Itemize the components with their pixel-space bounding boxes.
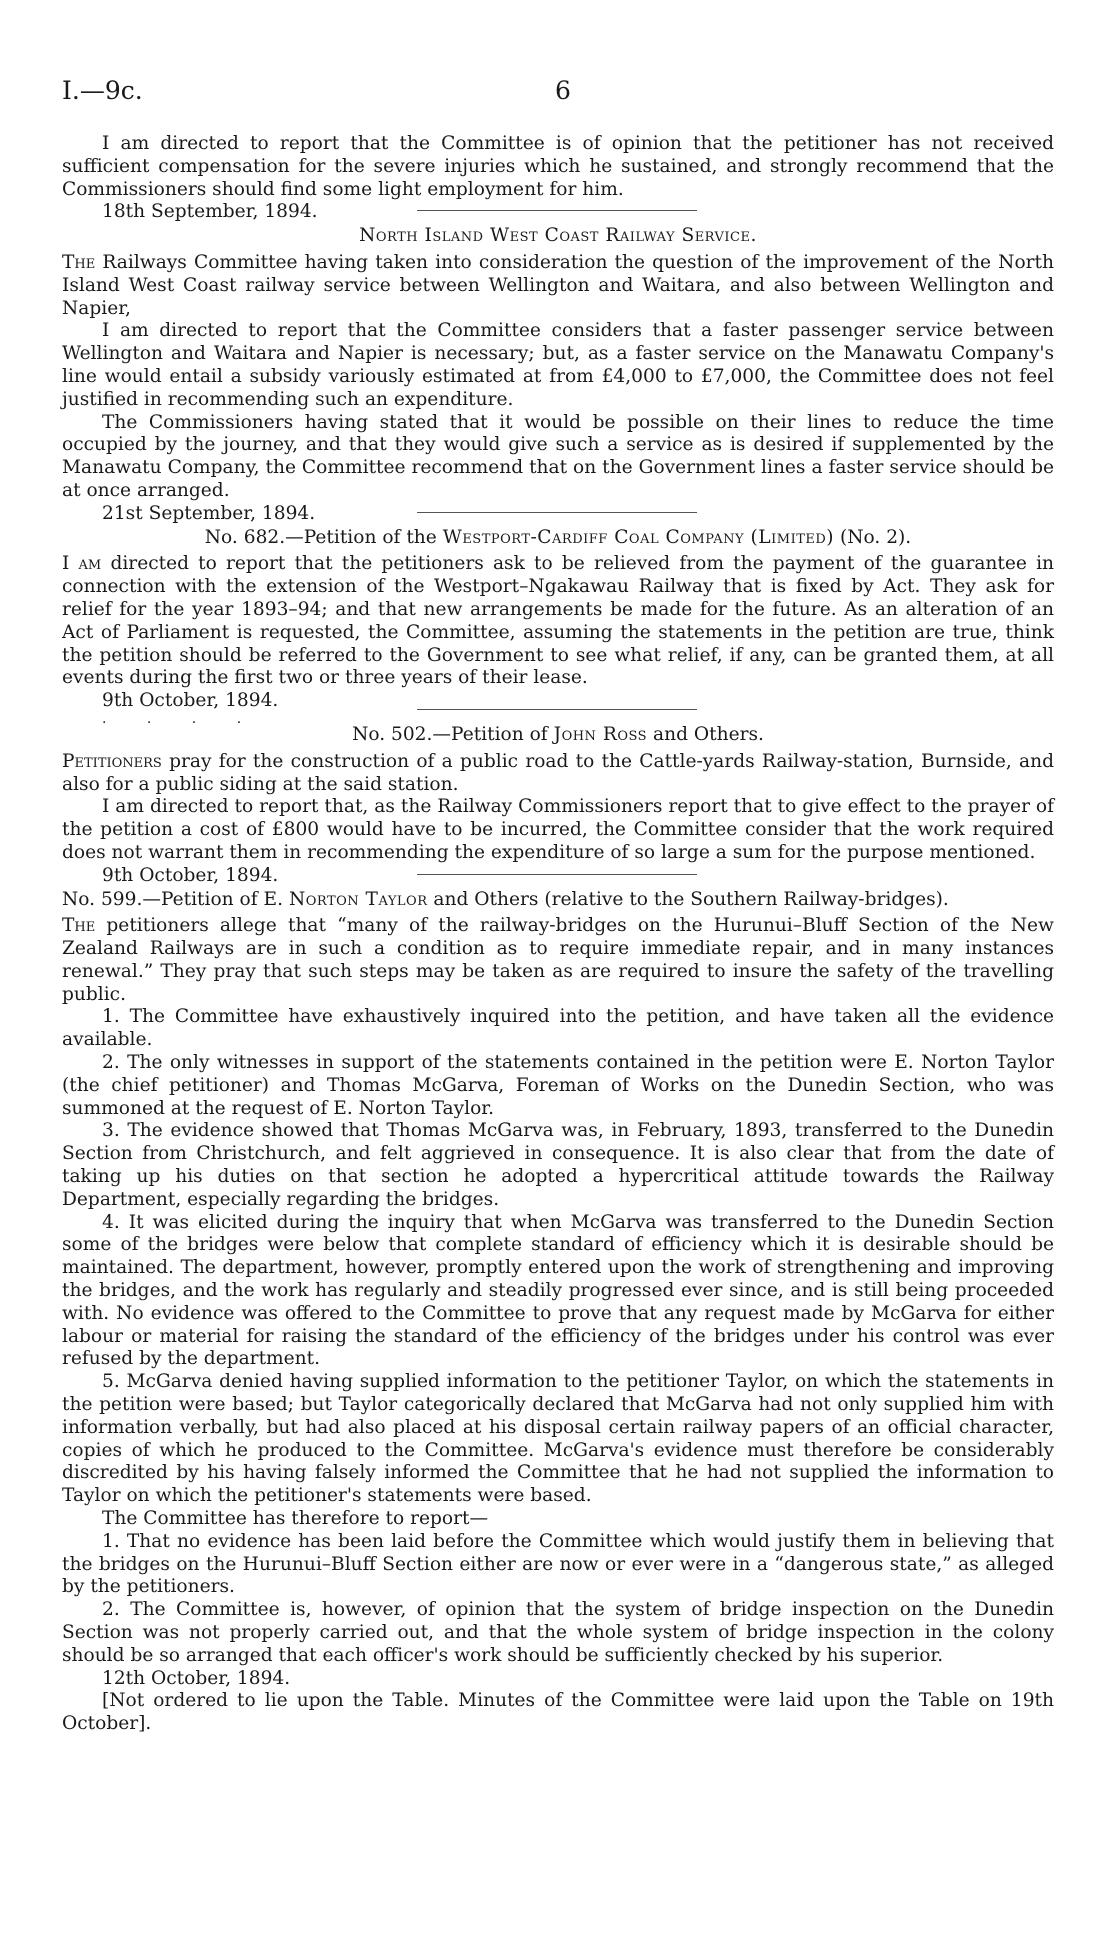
- section-divider: [417, 874, 697, 875]
- ross-paragraph-1: Petitioners pray for the construction of a public road to the Cattle-yards Railway-station, Burnside, and also for a public siding at the said station.: [62, 750, 1054, 795]
- section-divider: [417, 709, 697, 710]
- intro-date: 18th September, 1894.: [102, 201, 318, 223]
- page-number: 6: [555, 76, 571, 105]
- section-heading-westport: No. 682.—Petition of the Westport-Cardiff Coal Company (Limited) (No. 2).: [204, 526, 912, 548]
- intro-paragraph: I am directed to report that the Committee is of opinion that the petitioner has not received sufficient compensation for the severe injuries which he sustained, and strongly recommend that the Commissioners should find some light employment for him.: [62, 133, 1054, 200]
- taylor-date: 12th October, 1894.: [102, 1667, 291, 1689]
- lead-word: The: [62, 915, 96, 937]
- north-island-paragraph-3: The Commissioners having stated that it would be possible on their lines to reduce the time occupied by the journey, and that they would give such a service as is desired if supplemented by the Manawatu Company, the Committee recommend that on the Government lines a faster service should be at once arranged.: [62, 411, 1054, 501]
- westport-paragraph-1: I am directed to report that the petitioners ask to be relieved from the payment of the guarantee in connection with the extension of the Westport–Ngakawau Railway that is fixed by Act. They ask for relief for the year 1893–94; and that new arrangements be made for the future. As an alteration of an Act of Parliament is requested, the Committee, assuming the statements in the petition are true, think the petition should be referred to the Government to see what relief, if any, can be granted them, at all events during the first two or three years of their lease.: [62, 553, 1054, 689]
- westport-date: 9th October, 1894.: [102, 690, 279, 712]
- document-reference: I.—9c.: [62, 76, 143, 105]
- north-island-date: 21st September, 1894.: [102, 502, 316, 524]
- taylor-paragraph-6: The Committee has therefore to report—: [102, 1508, 489, 1530]
- taylor-paragraph-5: 5. McGarva denied having supplied information to the petitioner Taylor, on which the statements in the petition were based; but Taylor categorically declared that McGarva had not only supplied him with information verbally, but had also placed at his disposal certain railway papers of an official character, copies of which he produced to the Committee. McGarva's evidence must therefore be considerably discredited by his having falsely informed the Committee that he had not supplied the information to Taylor on which the petitioner's statements were based.: [62, 1371, 1054, 1507]
- section-divider: [417, 210, 697, 211]
- taylor-paragraph-7: 1. That no evidence has been laid before the Committee which would justify them in believing that the bridges on the Hurunui–Bluff Section either are now or ever were in a “dangerous state,” as alleged by the petitioners.: [62, 1530, 1054, 1598]
- lead-word: I am: [62, 553, 102, 575]
- taylor-note: [Not ordered to lie upon the Table. Minutes of the Committee were laid upon the Table on 19th October].: [62, 1690, 1054, 1735]
- taylor-paragraph-1: 1. The Committee have exhaustively inquired into the petition, and have taken all the evidence available.: [62, 1006, 1054, 1051]
- section-heading-ross: No. 502.—Petition of John Ross and Others.: [352, 723, 764, 745]
- taylor-paragraph-8: 2. The Committee is, however, of opinion that the system of bridge inspection on the Dunedin Section was not properly carried out, and that the whole system of bridge inspection in the colony should be so arranged that each officer's work should be sufficiently checked by his superior.: [62, 1599, 1054, 1666]
- ross-date: 9th October, 1894.: [102, 864, 279, 886]
- page-header: [62, 76, 1054, 105]
- taylor-paragraph-3: 3. The evidence showed that Thomas McGarva was, in February, 1893, transferred to the Dunedin Section from Christchurch, and felt aggrieved in consequence. It is also clear that from the date of taking up his duties on that section he adopted a hypercritical attitude towards the Railway Department, especially regarding the bridges.: [62, 1120, 1054, 1210]
- section-divider: [417, 512, 697, 513]
- ross-paragraph-2: I am directed to report that, as the Railway Commissioners report that to give effect to the prayer of the petition a cost of £800 would have to be incurred, the Committee consider that the work required does not warrant them in recommending the expenditure of so large a sum for the purpose mentioned.: [62, 796, 1054, 863]
- north-island-paragraph-1: The Railways Committee having taken into consideration the question of the improvement of the North Island West Coast railway service between Wellington and Waitara, and also between Wellington and Napier,: [62, 251, 1054, 319]
- section-heading-north-island: North Island West Coast Railway Service.: [359, 225, 757, 247]
- taylor-paragraph-0: The petitioners allege that “many of the railway-bridges on the Hurunui–Bluff Section of the New Zealand Railways are in such a condition as to require immediate repair, and in many instances renewal.” They pray that such steps may be taken as are required to insure the safety of the travelling public.: [62, 915, 1054, 1005]
- lead-word: The: [62, 251, 96, 273]
- taylor-paragraph-4: 4. It was elicited during the inquiry that when McGarva was transferred to the Dunedin Section some of the bridges were below that complete standard of efficiency which it is desirable should be maintained. The department, however, promptly entered upon the work of strengthening and improving the bridges, and the work has regularly and steadily progressed ever since, and is still being proceeded with. No evidence was offered to the Committee to prove that any request made by McGarva for either labour or material for raising the standard of the efficiency of the bridges under his control was ever refused by the department.: [62, 1211, 1054, 1370]
- lead-word: Petitioners: [62, 750, 162, 772]
- taylor-paragraph-2: 2. The only witnesses in support of the statements contained in the petition were E. Norton Taylor (the chief petitioner) and Thomas McGarva, Foreman of Works on the Dunedin Section, who was summoned at the request of E. Norton Taylor.: [62, 1052, 1054, 1119]
- north-island-paragraph-2: I am directed to report that the Committee considers that a faster passenger service between Wellington and Waitara and Napier is necessary; but, as a faster service on the Manawatu Company's line would entail a subsidy variously estimated at from £4,000 to £7,000, the Committee does not feel justified in recommending such an expenditure.: [62, 320, 1054, 410]
- section-heading-taylor: No. 599.—Petition of E. Norton Taylor and Others (relative to the Southern Railway-bridges).: [62, 888, 949, 910]
- decorative-dots: . . . .: [102, 710, 260, 727]
